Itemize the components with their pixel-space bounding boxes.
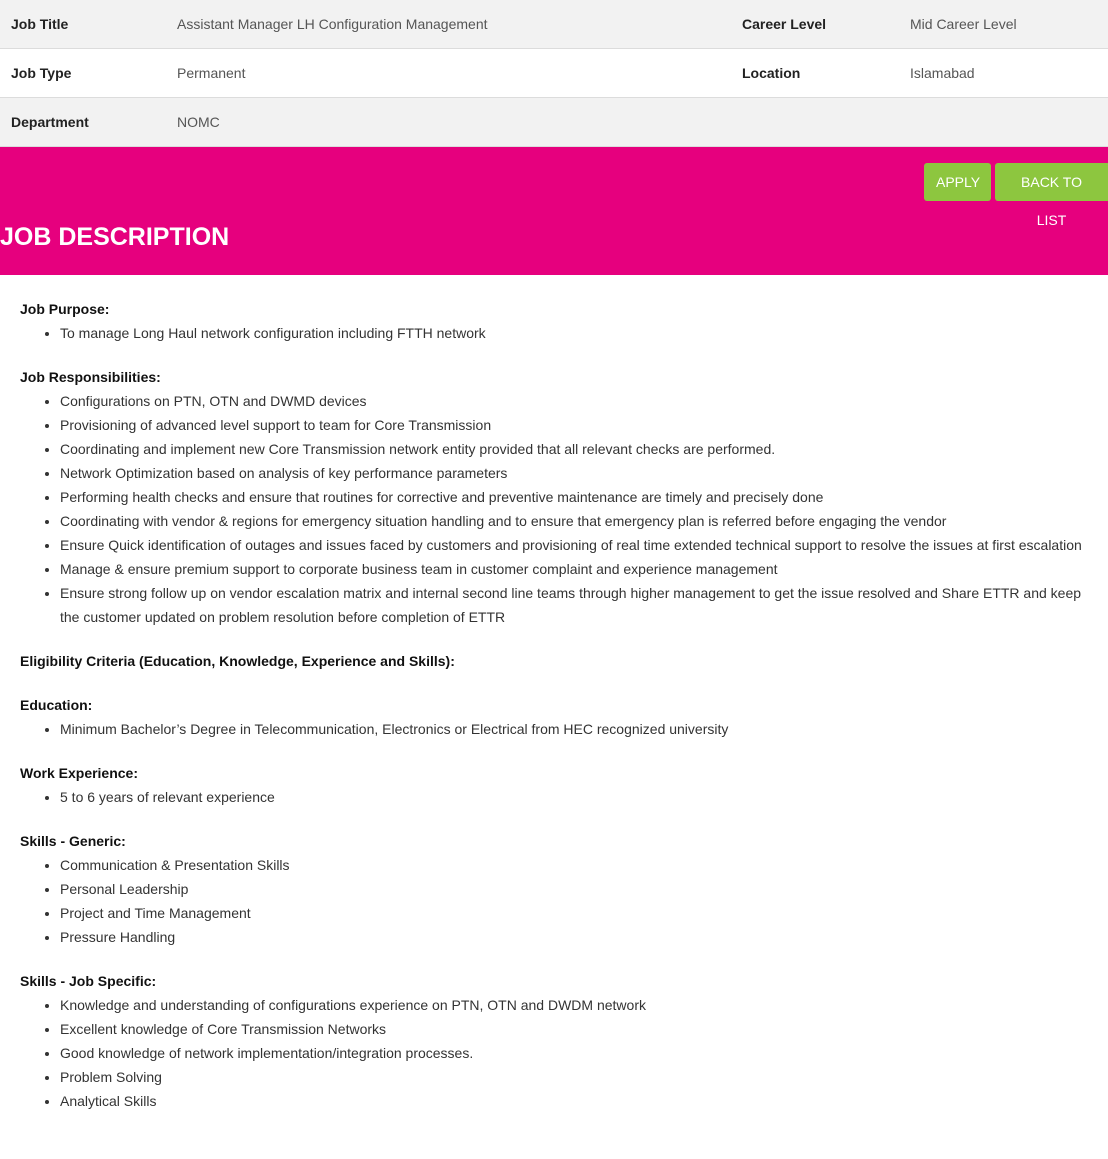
section-title: Education: bbox=[20, 697, 93, 713]
list-item: • Ensure strong follow up on vendor escalation matrix and internal second line teams through higher management to get the issue resolved and Share ETTR and keep the customer updated on problem resolution before completion of ETTR bbox=[60, 581, 1108, 629]
job-description-content bbox=[0, 275, 1108, 1113]
list-item: • Analytical Skills bbox=[60, 1089, 1108, 1113]
section-title: Eligibility Criteria (Education, Knowledge, Experience and Skills): bbox=[20, 653, 455, 669]
career-level-label: Career Level bbox=[742, 16, 827, 32]
job-description-banner bbox=[0, 147, 1108, 275]
list-item: • Excellent knowledge of Core Transmission Networks bbox=[60, 1017, 1108, 1041]
list-item: • Good knowledge of network implementation/integration processes. bbox=[60, 1041, 1108, 1065]
list-item: • Knowledge and understanding of configurations experience on PTN, OTN and DWDM network bbox=[60, 993, 1108, 1017]
list-item: • Pressure Handling bbox=[60, 925, 1108, 949]
section-list bbox=[20, 853, 1108, 949]
section-list bbox=[20, 785, 1108, 809]
list-item: • Minimum Bachelor’s Degree in Telecommunication, Electronics or Electrical from HEC recognized university bbox=[60, 717, 1108, 741]
section-job-purpose bbox=[20, 297, 1108, 345]
section-title: Skills - Job Specific: bbox=[20, 973, 157, 989]
section-job-responsibilities bbox=[20, 365, 1108, 629]
section-skills-generic bbox=[20, 829, 1108, 949]
job-type-value: Permanent bbox=[177, 65, 246, 81]
list-item: • To manage Long Haul network configuration including FTTH network bbox=[60, 321, 1108, 345]
list-item: • 5 to 6 years of relevant experience bbox=[60, 785, 1108, 809]
list-item: • Coordinating and implement new Core Transmission network entity provided that all relevant checks are performed. bbox=[60, 437, 1108, 461]
list-item: • Network Optimization based on analysis of key performance parameters bbox=[60, 461, 1108, 485]
location-value: Islamabad bbox=[910, 65, 975, 81]
list-item: • Coordinating with vendor & regions for emergency situation handling and to ensure that emergency plan is referred before engaging the vendor bbox=[60, 509, 1108, 533]
section-list bbox=[20, 321, 1108, 345]
list-item: • Provisioning of advanced level support to team for Core Transmission bbox=[60, 413, 1108, 437]
info-row-department bbox=[0, 98, 1108, 147]
apply-button[interactable]: APPLY bbox=[924, 163, 991, 201]
info-row-job-type bbox=[0, 49, 1108, 98]
list-item: • Communication & Presentation Skills bbox=[60, 853, 1108, 877]
section-eligibility-criteria-education-knowledge-experience-and-skills bbox=[20, 649, 1108, 673]
list-item: • Ensure Quick identification of outages and issues faced by customers and provisioning of real time extended technical support to resolve the issues at first escalation bbox=[60, 533, 1108, 557]
list-item: • Problem Solving bbox=[60, 1065, 1108, 1089]
list-item: • Configurations on PTN, OTN and DWMD devices bbox=[60, 389, 1108, 413]
page-title: JOB DESCRIPTION bbox=[0, 223, 230, 251]
info-row-job-title bbox=[0, 0, 1108, 49]
department-label: Department bbox=[11, 114, 89, 130]
job-title-value: Assistant Manager LH Configuration Management bbox=[177, 16, 488, 32]
section-list bbox=[20, 717, 1108, 741]
career-level-value: Mid Career Level bbox=[910, 16, 1017, 32]
list-item: • Manage & ensure premium support to corporate business team in customer complaint and experience management bbox=[60, 557, 1108, 581]
location-label: Location bbox=[742, 65, 801, 81]
job-info-table bbox=[0, 0, 1108, 147]
section-list bbox=[20, 993, 1108, 1113]
section-title: Skills - Generic: bbox=[20, 833, 126, 849]
section-title: Job Responsibilities: bbox=[20, 369, 161, 385]
section-education bbox=[20, 693, 1108, 741]
section-list bbox=[20, 389, 1108, 629]
section-skills-job-specific bbox=[20, 969, 1108, 1113]
list-item: • Personal Leadership bbox=[60, 877, 1108, 901]
job-title-label: Job Title bbox=[11, 16, 69, 32]
section-work-experience bbox=[20, 761, 1108, 809]
section-title: Job Purpose: bbox=[20, 301, 110, 317]
section-title: Work Experience: bbox=[20, 765, 139, 781]
back-to-list-button[interactable]: BACK TO LIST bbox=[995, 163, 1108, 201]
list-item: • Performing health checks and ensure that routines for corrective and preventive maintenance are timely and precisely done bbox=[60, 485, 1108, 509]
list-item: • Project and Time Management bbox=[60, 901, 1108, 925]
department-value: NOMC bbox=[177, 114, 220, 130]
job-type-label: Job Type bbox=[11, 65, 72, 81]
